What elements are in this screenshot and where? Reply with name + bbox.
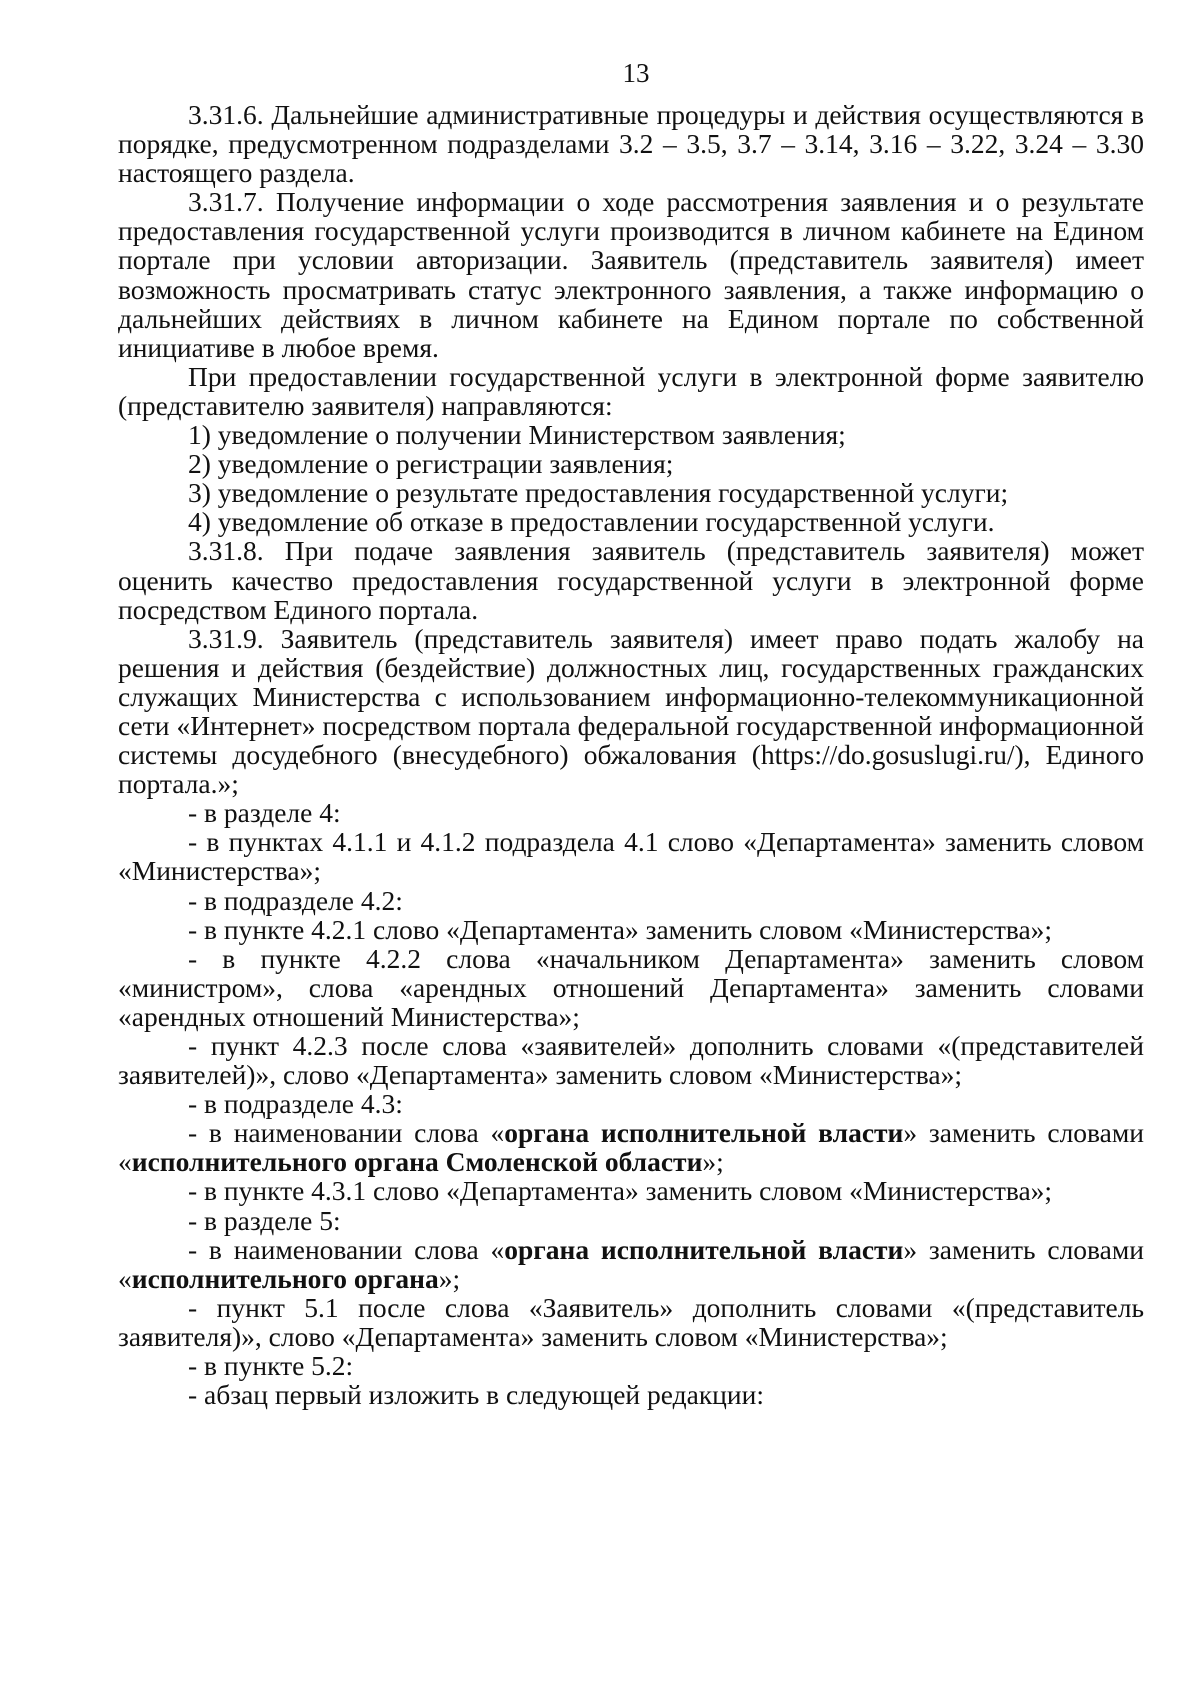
paragraph — [118, 827, 1144, 885]
paragraph — [118, 1351, 1144, 1380]
text-run: 3.31.8. При подаче заявления заявитель (представитель заявителя) может оценить качество предоставления государственной услуги в электронной форме посредством Единого портала. — [118, 535, 1144, 625]
text-run: - в пункте 5.2: — [188, 1350, 354, 1382]
paragraph — [118, 420, 1144, 449]
text-run: При предоставлении государственной услуги в электронной форме заявителю (представителю заявителя) направляются: — [118, 360, 1144, 421]
text-run: - в пункте 4.3.1 слово «Департамента» заменить словом «Министерства»; — [188, 1175, 1053, 1207]
paragraph — [118, 886, 1144, 915]
text-run: »; — [702, 1146, 724, 1178]
paragraph — [118, 624, 1144, 799]
paragraph — [118, 507, 1144, 536]
text-run: 2) уведомление о регистрации заявления; — [188, 448, 674, 480]
paragraph — [118, 1380, 1144, 1409]
text-run: - в разделе 4: — [188, 797, 341, 829]
text-run: » заменить словами « — [118, 1117, 1144, 1178]
paragraph — [118, 798, 1144, 827]
text-run: - в пункте 4.2.2 слова «начальником Департамента» заменить словом «министром», слова «арендных отношений Департамента» заменить словами «арендных отношений Министерства»; — [118, 942, 1144, 1032]
paragraph — [118, 1031, 1144, 1089]
text-run: - в наименовании слова « — [188, 1117, 505, 1149]
text-run: 3) уведомление о результате предоставления государственной услуги; — [188, 477, 1009, 509]
text-run: » заменить словами « — [118, 1233, 1144, 1294]
paragraph — [118, 1176, 1144, 1205]
text-run: - пункт 5.1 после слова «Заявитель» дополнить словами «(представитель заявителя)», слово «Департамента» заменить словом «Министерства»; — [118, 1291, 1144, 1352]
document-body — [118, 100, 1144, 1409]
paragraph — [118, 1089, 1144, 1118]
page-number: 13 — [622, 58, 650, 88]
paragraph — [118, 944, 1144, 1031]
paragraph — [118, 100, 1144, 187]
text-run: - пункт 4.2.3 после слова «заявителей» дополнить словами «(представителей заявителей)», слово «Департамента» заменить словом «Министерства»; — [118, 1030, 1144, 1091]
paragraph — [118, 449, 1144, 478]
paragraph — [118, 1235, 1144, 1293]
text-run: - в подразделе 4.3: — [188, 1088, 403, 1120]
text-run: - в наименовании слова « — [188, 1233, 505, 1265]
text-run: - в пунктах 4.1.1 и 4.1.2 подраздела 4.1 слово «Департамента» заменить словом «Министерства»; — [118, 826, 1144, 887]
paragraph — [118, 1206, 1144, 1235]
text-run: - в подразделе 4.2: — [188, 884, 403, 916]
paragraph — [118, 362, 1144, 420]
paragraph — [118, 1293, 1144, 1351]
bold-text-run: органа исполнительной власти — [504, 1117, 904, 1149]
text-run: - в разделе 5: — [188, 1204, 341, 1236]
bold-text-run: органа исполнительной власти — [504, 1233, 904, 1265]
text-run: 1) уведомление о получении Министерством заявления; — [188, 419, 846, 451]
text-run: 3.31.6. Дальнейшие административные процедуры и действия осуществляются в порядке, предусмотренном подразделами 3.2 – 3.5, 3.7 – 3.14, 3.16 – 3.22, 3.24 – 3.30 настоящего раздела. — [118, 99, 1144, 189]
paragraph — [118, 187, 1144, 362]
paragraph — [118, 915, 1144, 944]
paragraph — [118, 1118, 1144, 1176]
text-run: 4) уведомление об отказе в предоставлении государственной услуги. — [188, 506, 995, 538]
bold-text-run: исполнительного органа — [131, 1262, 439, 1294]
paragraph — [118, 536, 1144, 623]
text-run: »; — [438, 1262, 461, 1294]
bold-text-run: исполнительного органа Смоленской области — [131, 1146, 703, 1178]
text-run: 3.31.7. Получение информации о ходе рассмотрения заявления и о результате предоставления государственной услуги производится в личном кабинете на Едином портале при условии авторизации. Заявитель (представитель заявителя) имеет возможность просматривать статус электронного заявления, а также информацию о дальнейших действиях в личном кабинете на Едином портале по собственной инициативе в любое время. — [118, 186, 1144, 363]
text-run: 3.31.9. Заявитель (представитель заявителя) имеет право подать жалобу на решения и действия (бездействие) должностных лиц, государственных гражданских служащих Министерства с использованием информационно-телекоммуникационной сети «Интернет» посредством портала федеральной государственной информационной системы досудебного (внесудебного) обжалования (https://do.gosuslugi.ru/), Единого портала.»; — [118, 622, 1144, 800]
text-run: - в пункте 4.2.1 слово «Департамента» заменить словом «Министерства»; — [188, 913, 1053, 945]
paragraph — [118, 478, 1144, 507]
text-run: - абзац первый изложить в следующей редакции: — [188, 1379, 764, 1411]
